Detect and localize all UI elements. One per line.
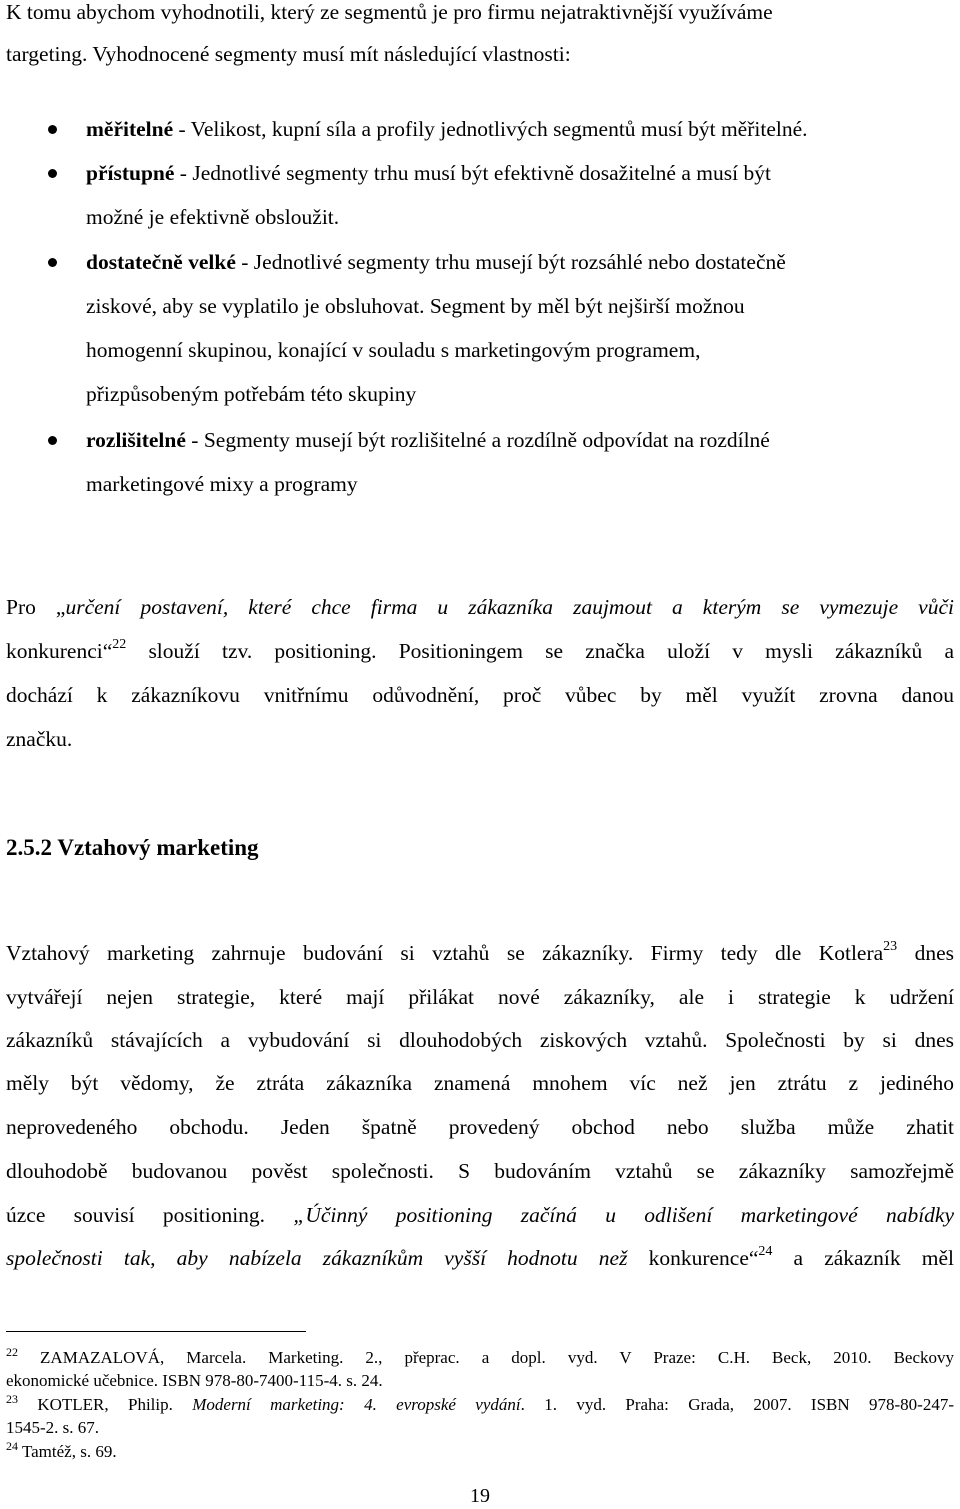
text-run: Pro „ (6, 595, 66, 619)
paragraph-line (6, 1236, 954, 1280)
criterion-term: dostatečně velké (86, 250, 236, 274)
footnote-text: KOTLER, Philip. (18, 1395, 193, 1414)
paragraph-line: zákazníků stávajících a vybudování si dlouhodobých ziskových vztahů. Společnosti by si dnes (6, 1028, 954, 1052)
bullet-icon (48, 169, 57, 178)
criterion-term: rozlišitelné (86, 428, 186, 452)
footnote-ref: 24 (758, 1244, 773, 1259)
intro-line: targeting. Vyhodnocené segmenty musí mít následující vlastnosti: (6, 42, 571, 66)
list-item-line: přizpůsobeným potřebám této skupiny (86, 382, 417, 406)
quote-italic: společnosti tak, aby nabízela zákazníkům vyšší hodnotu než (6, 1246, 628, 1270)
text-run: konkurence“ (627, 1246, 759, 1270)
bullet-icon (48, 125, 57, 134)
text-run: a zákazník měl (772, 1246, 954, 1270)
footnote-24 (6, 1441, 954, 1464)
text-run: dnes (897, 941, 954, 965)
paragraph-line: měly být vědomy, že ztráta zákazníka znamená mnohem víc než jen ztrátu z jediného (6, 1071, 954, 1095)
paragraph-line (6, 1193, 954, 1237)
quote-italic: „Účinný positioning začíná u odlišení marketingové nabídky (293, 1203, 954, 1227)
criterion-text: - Velikost, kupní síla a profily jednotlivých segmentů musí být měřitelné. (173, 117, 808, 141)
footnote-23-continued: 1545-2. s. 67. (6, 1418, 100, 1437)
list-item-line (86, 107, 956, 151)
criterion-text: - Jednotlivé segmenty trhu musejí být rozsáhlé nebo dostatečně (235, 250, 786, 274)
footnote-number: 22 (6, 1345, 18, 1359)
bullet-icon (48, 436, 57, 445)
footnote-23 (6, 1394, 954, 1417)
list-item-line: možné je efektivně obsloužit. (86, 205, 340, 229)
footnote-text: Tamtéž, s. 69. (18, 1442, 117, 1461)
paragraph-line (6, 629, 954, 673)
footnote-separator (6, 1331, 306, 1332)
page-number: 19 (470, 1485, 490, 1507)
footnote-ref: 22 (112, 637, 127, 652)
text-run: konkurenci“ (6, 639, 113, 663)
footnote-text: ZAMAZALOVÁ, Marcela. Marketing. 2., přeprac. a dopl. vyd. V Praze: C.H. Beck, 2010. Beckovy (18, 1348, 954, 1367)
criterion-term: měřitelné (86, 117, 174, 141)
list-item-line: ziskové, aby se vyplatilo je obsluhovat. Segment by měl být nejširší možnou (86, 294, 745, 318)
criterion-term: přístupné (86, 161, 175, 185)
list-item-line: homogenní skupinou, konající v souladu s marketingovým programem, (86, 338, 701, 362)
paragraph-line: dlouhodobě budovanou pověst společnosti. S budováním vztahů se zákazníky samozřejmě (6, 1159, 954, 1183)
list-item-line: marketingové mixy a programy (86, 472, 358, 496)
footnote-number: 23 (6, 1392, 18, 1406)
bullet-icon (48, 258, 57, 267)
list-item-line (86, 151, 956, 195)
section-heading: 2.5.2 Vztahový marketing (6, 835, 259, 860)
footnote-22 (6, 1347, 954, 1370)
text-run: slouží tzv. positioning. Positioningem se značka uloží v mysli zákazníků a (126, 639, 954, 663)
text-run: Vztahový marketing zahrnuje budování si vztahů se zákazníky. Firmy tedy dle Kotlera (6, 941, 884, 965)
paragraph-line: značku. (6, 727, 73, 751)
paragraph-line: vytvářejí nejen strategie, které mají přilákat nové zákazníky, ale i strategie k udržení (6, 985, 954, 1009)
paragraph-line (6, 585, 954, 629)
criterion-text: - Jednotlivé segmenty trhu musí být efektivně dosažitelné a musí být (174, 161, 771, 185)
intro-line: K tomu abychom vyhodnotili, který ze segmentů je pro firmu nejatraktivnější využíváme (6, 0, 773, 24)
footnote-ref: 23 (883, 939, 898, 954)
footnote-text: . 1. vyd. Praha: Grada, 2007. ISBN 978-80-247- (520, 1395, 955, 1414)
criterion-text: - Segmenty musejí být rozlišitelné a rozdílně odpovídat na rozdílné (185, 428, 770, 452)
paragraph-line: neprovedeného obchodu. Jeden špatně provedený obchod nebo služba může zhatit (6, 1115, 954, 1139)
paragraph-line: dochází k zákazníkovu vnitřnímu odůvodnění, proč vůbec by měl využít zrovna danou (6, 683, 954, 707)
paragraph-line (6, 931, 954, 975)
footnote-22-continued: ekonomické učebnice. ISBN 978-80-7400-115-4. s. 24. (6, 1371, 383, 1390)
list-item-line (86, 418, 956, 462)
footnote-number: 24 (6, 1439, 18, 1453)
list-item-line (86, 240, 956, 284)
text-run: úzce souvisí positioning. (6, 1203, 294, 1227)
footnote-title-italic: Moderní marketing: 4. evropské vydání (192, 1395, 521, 1414)
quote-italic: určení postavení, které chce firma u zákazníka zaujmout a kterým se vymezuje vůči (65, 595, 954, 619)
